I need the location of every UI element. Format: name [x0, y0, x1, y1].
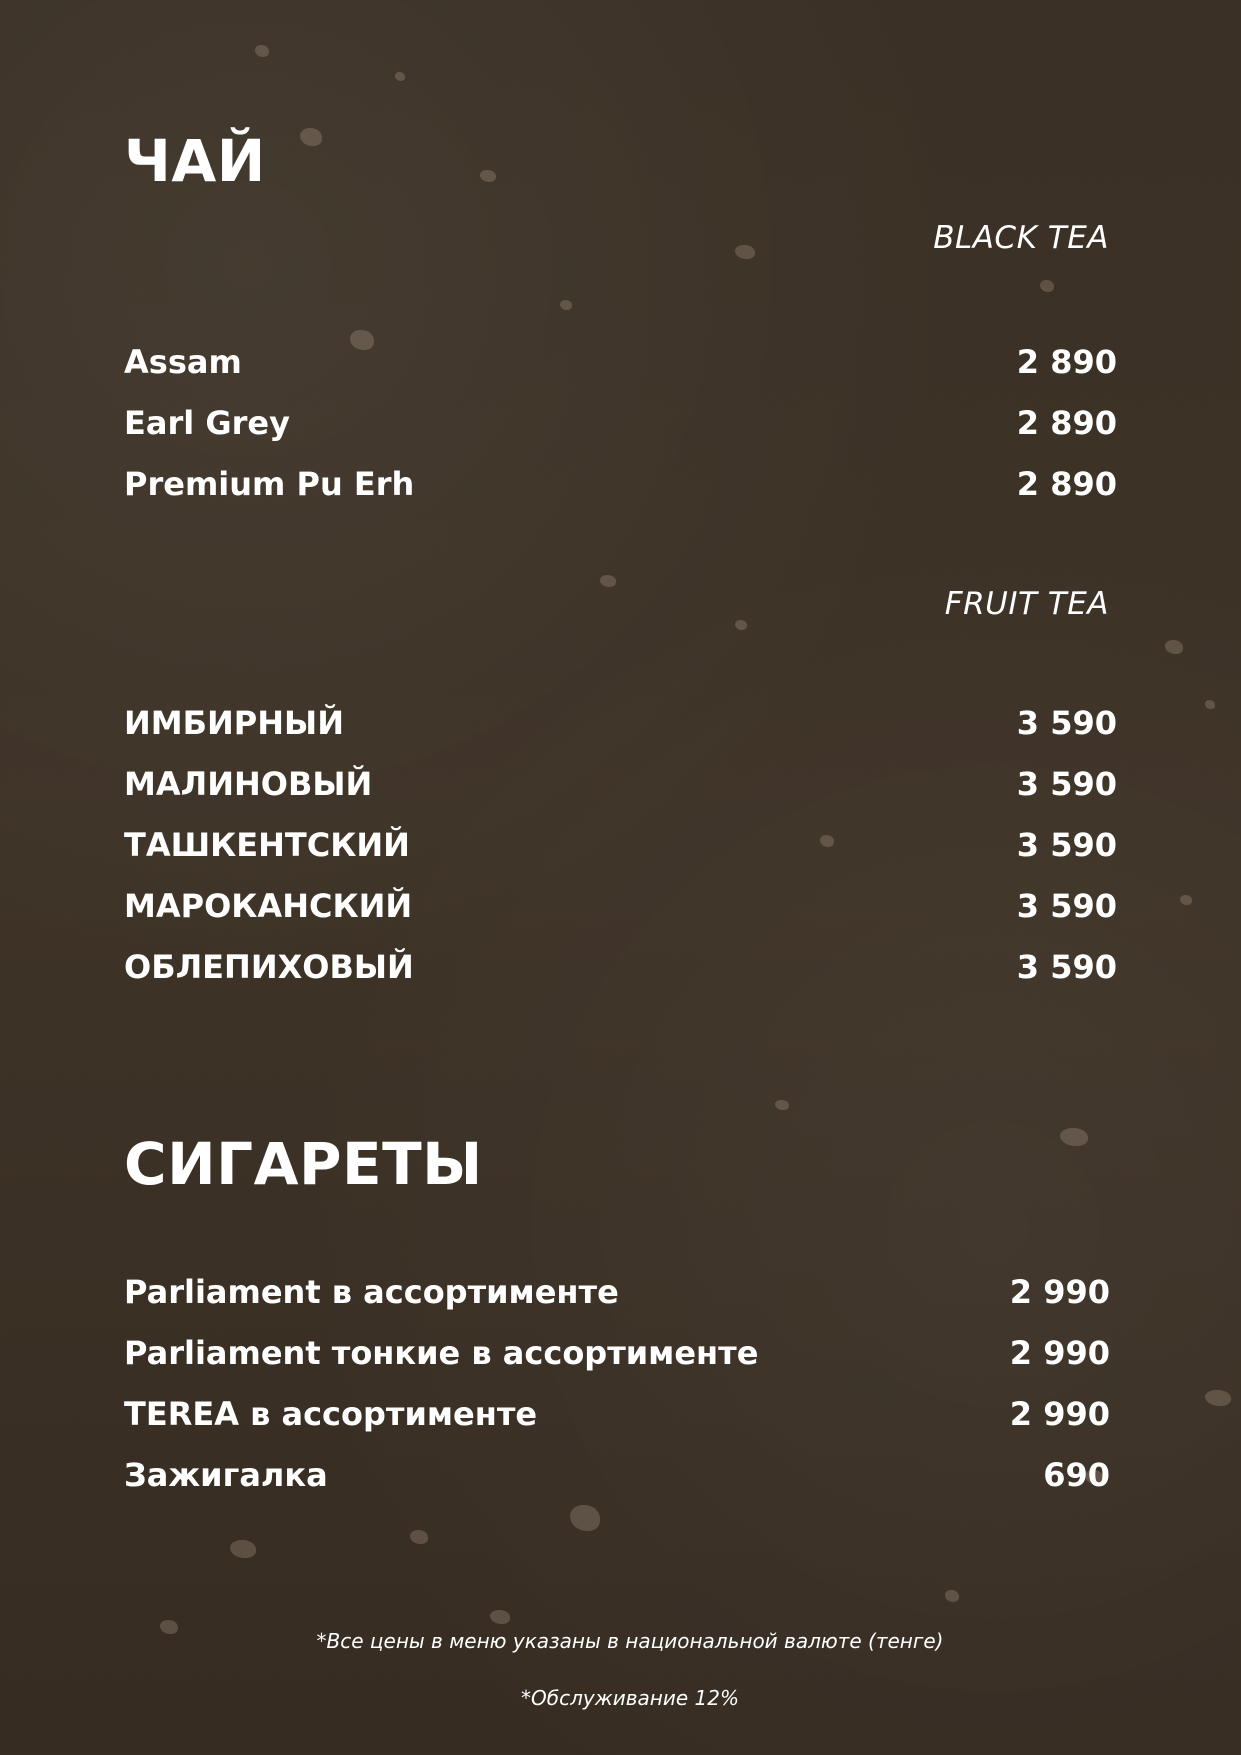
menu-item-name: Earl Grey: [124, 404, 290, 442]
menu-item: [124, 1455, 1110, 1495]
menu-item-name: Parliament в ассортименте: [124, 1273, 619, 1311]
menu-item-price: 2 890: [1016, 404, 1117, 442]
background-speck: [490, 1610, 510, 1624]
menu-item-price: 3 590: [1016, 704, 1117, 742]
background-speck: [1180, 895, 1192, 905]
menu-item-price: 2 990: [1009, 1273, 1110, 1311]
background-speck: [735, 245, 755, 259]
background-speck: [570, 1505, 600, 1531]
background-speck: [1165, 640, 1183, 654]
background-speck: [1205, 700, 1215, 709]
menu-item: [124, 1272, 1110, 1312]
background-speck: [600, 575, 616, 587]
menu-item: [124, 764, 1117, 804]
menu-item-price: 3 590: [1016, 826, 1117, 864]
service-charge-note: *Обслуживание 12%: [521, 1686, 739, 1710]
menu-item-price: 2 990: [1009, 1395, 1110, 1433]
menu-item: [124, 947, 1117, 987]
menu-item: [124, 403, 1117, 443]
black-tea-label: BLACK TEA: [933, 220, 1109, 256]
menu-item: [124, 342, 1117, 382]
background-speck: [395, 72, 405, 81]
menu-item-name: ТАШКЕНТСКИЙ: [124, 826, 410, 864]
menu-item: [124, 464, 1117, 504]
menu-item: [124, 1394, 1110, 1434]
menu-item-name: Premium Pu Erh: [124, 465, 415, 503]
menu-item: [124, 1333, 1110, 1373]
background-speck: [480, 170, 496, 182]
menu-item-price: 3 590: [1016, 765, 1117, 803]
menu-item-price: 690: [1043, 1456, 1110, 1494]
menu-item: [124, 703, 1117, 743]
background-speck: [300, 128, 322, 146]
background-speck: [945, 1590, 959, 1602]
fruit-tea-label: FRUIT TEA: [944, 586, 1109, 622]
menu-item-price: 2 890: [1016, 343, 1117, 381]
menu-item: [124, 886, 1117, 926]
background-speck: [1205, 1390, 1231, 1406]
tea-section-title: ЧАЙ: [124, 127, 266, 195]
menu-item-name: МАЛИНОВЫЙ: [124, 765, 373, 803]
menu-item-name: ИМБИРНЫЙ: [124, 704, 344, 742]
currency-note: *Все цены в меню указаны в национальной валюте (тенге): [316, 1629, 944, 1653]
menu-item: [124, 825, 1117, 865]
cigarettes-section-title: СИГАРЕТЫ: [124, 1130, 483, 1198]
menu-item-name: Assam: [124, 343, 242, 381]
background-speck: [410, 1530, 428, 1544]
background-speck: [1040, 280, 1054, 292]
background-speck: [775, 1100, 789, 1110]
menu-item-price: 3 590: [1016, 887, 1117, 925]
menu-item-price: 3 590: [1016, 948, 1117, 986]
menu-item-name: МАРОКАНСКИЙ: [124, 887, 413, 925]
background-speck: [735, 620, 747, 630]
background-speck: [1060, 1128, 1088, 1146]
background-speck: [230, 1540, 256, 1558]
menu-item-price: 2 890: [1016, 465, 1117, 503]
menu-item-name: TEREA в ассортименте: [124, 1395, 538, 1433]
background-speck: [560, 300, 572, 310]
menu-item-price: 2 990: [1009, 1334, 1110, 1372]
background-speck: [255, 45, 269, 57]
menu-item-name: Parliament тонкие в ассортименте: [124, 1334, 759, 1372]
menu-item-name: ОБЛЕПИХОВЫЙ: [124, 948, 414, 986]
menu-item-name: Зажигалка: [124, 1456, 328, 1494]
